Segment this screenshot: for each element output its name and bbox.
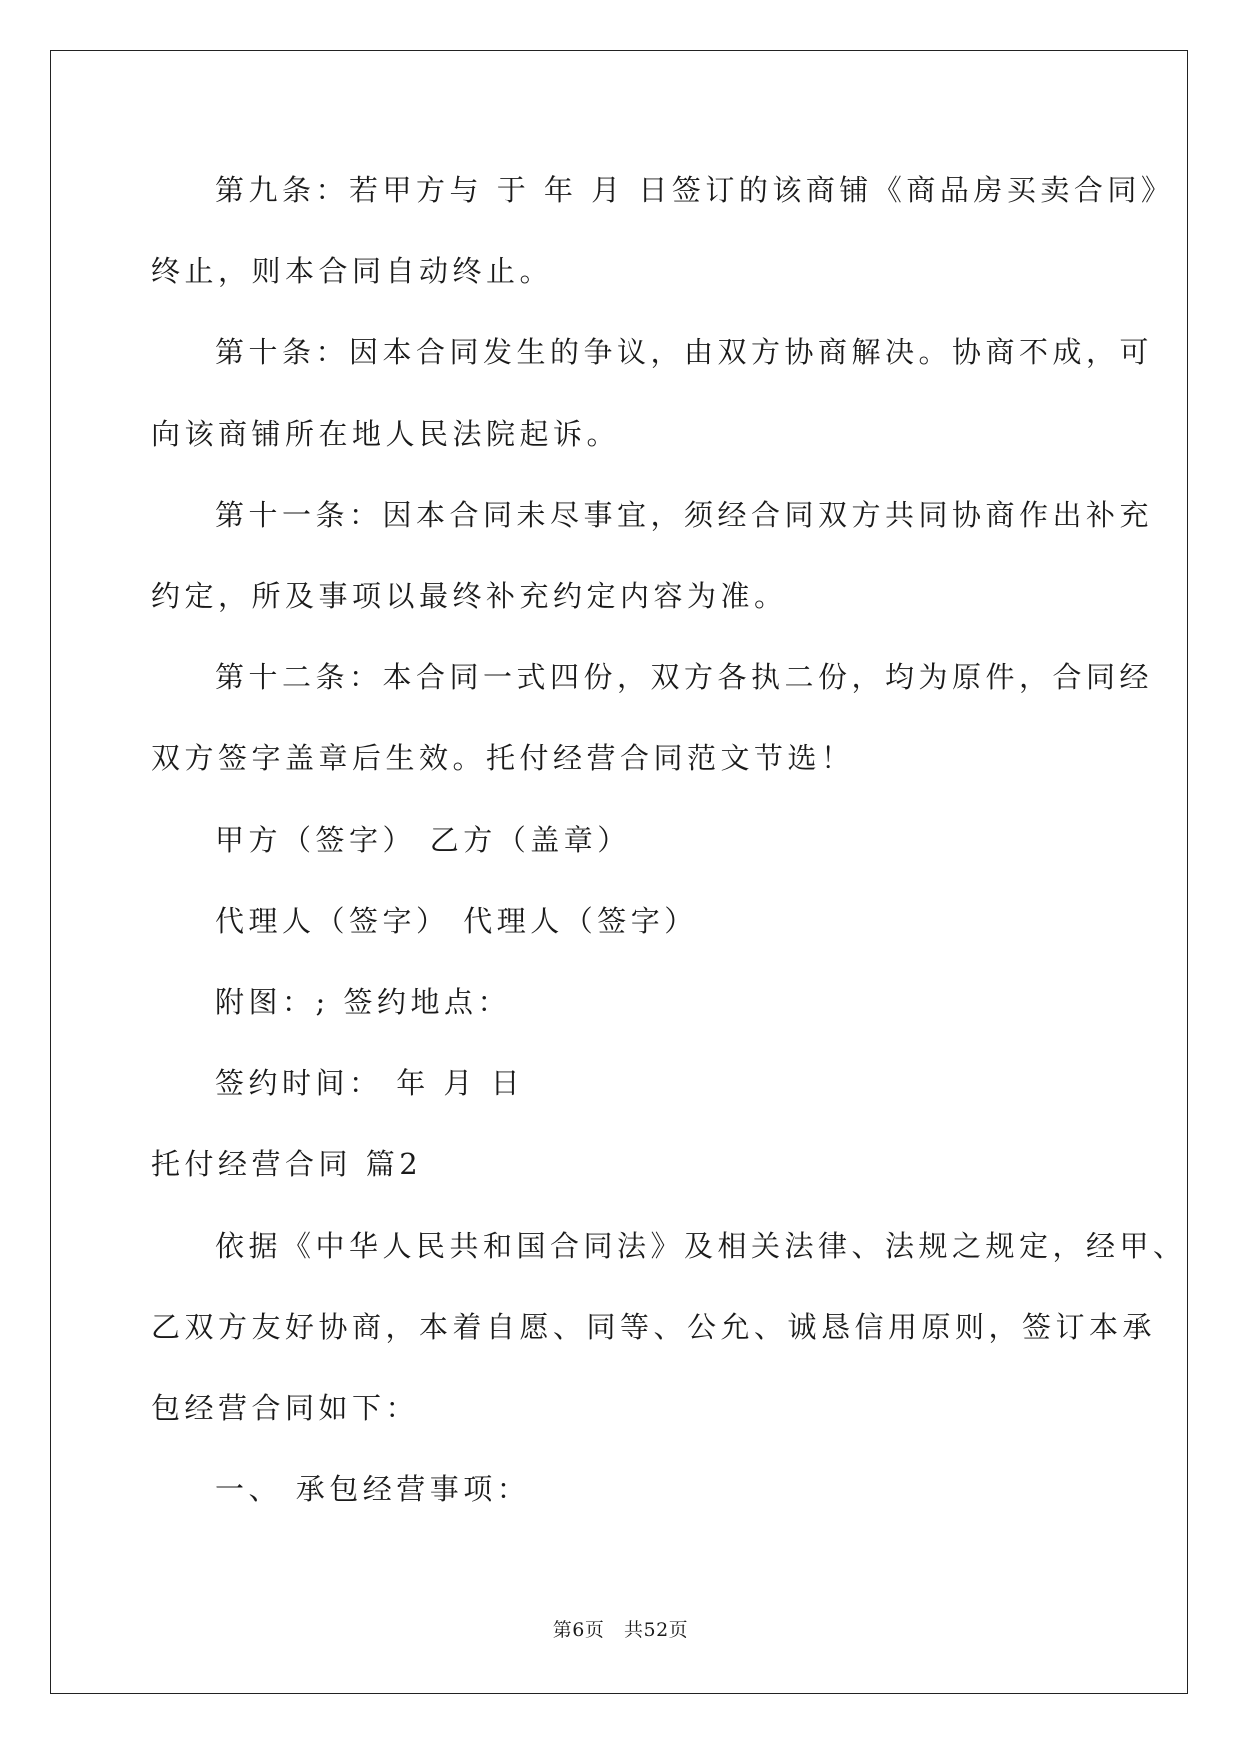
intro-paragraph-line-3: 包经营合同如下： <box>151 1391 420 1425</box>
page-border <box>50 50 1188 1694</box>
signing-date-line: 签约时间： 年 月 日 <box>215 1066 525 1100</box>
section-heading: 托付经营合同 篇2 <box>151 1147 423 1181</box>
article-12-line-1: 第十二条：本合同一式四份，双方各执二份，均为原件，合同经 <box>215 660 1154 694</box>
article-11-line-2: 约定，所及事项以最终补充约定内容为准。 <box>151 579 788 613</box>
article-12-line-2: 双方签字盖章后生效。托付经营合同范文节选！ <box>151 741 855 775</box>
signature-party-line: 甲方（签字） 乙方（盖章） <box>215 823 631 857</box>
article-9-line-2: 终止，则本合同自动终止。 <box>151 254 554 288</box>
article-10-line-2: 向该商铺所在地人民法院起诉。 <box>151 417 621 451</box>
attachment-place-line: 附图：; 签约地点： <box>215 985 511 1019</box>
article-9-line-1: 第九条：若甲方与 于 年 月 日签订的该商铺《商品房买卖合同》 <box>215 173 1175 207</box>
article-11-line-1: 第十一条：因本合同未尽事宜，须经合同双方共同协商作出补充 <box>215 498 1154 532</box>
intro-paragraph-line-1: 依据《中华人民共和国合同法》及相关法律、法规之规定，经甲、 <box>215 1229 1187 1263</box>
article-10-line-1: 第十条：因本合同发生的争议，由双方协商解决。协商不成，可 <box>215 335 1154 369</box>
page-number-footer: 第6页 共52页 <box>552 1619 689 1641</box>
signature-agent-line: 代理人（签字） 代理人（签字） <box>215 904 698 938</box>
intro-paragraph-line-2: 乙双方友好协商，本着自愿、同等、公允、诚恳信用原则，签订本承 <box>151 1310 1157 1344</box>
item-1-heading: 一、 承包经营事项： <box>215 1472 531 1506</box>
